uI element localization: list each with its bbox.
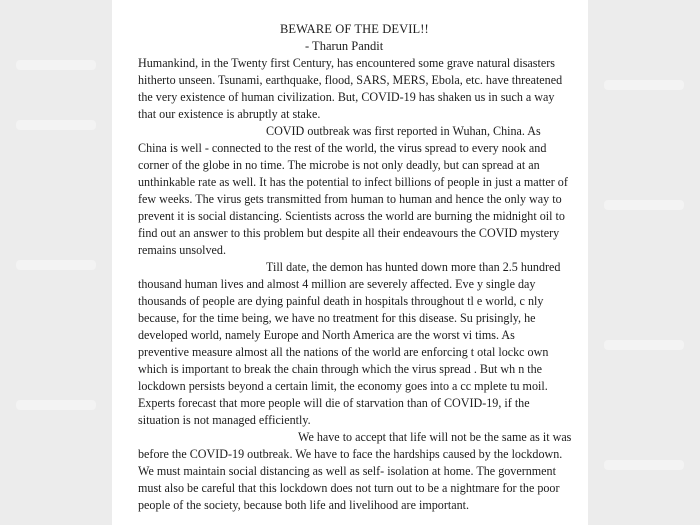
text-line: few weeks. The virus gets transmitted from human to human and hence the only way to xyxy=(138,192,562,206)
blur-line xyxy=(604,80,684,90)
document-page xyxy=(112,0,588,525)
document-title: BEWARE OF THE DEVIL!! xyxy=(280,22,429,36)
text-line: COVID outbreak was first reported in Wuhan, China. As xyxy=(266,124,541,138)
left-margin-blur xyxy=(0,0,112,525)
text-line: situation is not managed efficiently. xyxy=(138,413,311,427)
text-line: the very existence of human civilization. But, COVID-19 has shaken us in such a way xyxy=(138,90,555,104)
text-line: thousands of people are dying painful death in hospitals throughout tl e world, c nly xyxy=(138,294,544,308)
text-line: Till date, the demon has hunted down more than 2.5 hundred xyxy=(266,260,561,274)
right-margin-blur xyxy=(588,0,700,525)
blur-line xyxy=(16,260,96,270)
text-line: We must maintain social distancing as well as self- isolation at home. The government xyxy=(138,464,556,478)
text-line: China is well - connected to the rest of the world, the virus spread to every nook and xyxy=(138,141,547,155)
blur-line xyxy=(16,400,96,410)
text-line: find out an answer to this problem but despite all their endeavours the COVID mystery xyxy=(138,226,560,240)
text-line: must also be careful that this lockdown does not turn out to be a nightmare for the poor xyxy=(138,481,560,495)
text-line: hitherto unseen. Tsunami, earthquake, flood, SARS, MERS, Ebola, etc. have threatened xyxy=(138,73,563,87)
text-line: We have to accept that life will not be the same as it was xyxy=(298,430,572,444)
text-line: before the COVID-19 outbreak. We have to face the hardships caused by the lockdown. xyxy=(138,447,563,461)
text-line: because, for the time being, we have no treatment for this disease. Su prisingly, he xyxy=(138,311,536,325)
document-author: - Tharun Pandit xyxy=(305,39,384,53)
text-line: lockdown persists beyond a certain limit, the economy goes into a cc mplete tu moil. xyxy=(138,379,548,393)
text-line: preventive measure almost all the nations of the world are enforcing t otal lockc own xyxy=(138,345,549,359)
blur-line xyxy=(604,460,684,470)
text-line: people of the society, because both life and livelihood are important. xyxy=(138,498,470,512)
text-line: remains unsolved. xyxy=(138,243,226,257)
text-line: which is important to break the chain through which the virus spread . But wh n the xyxy=(138,362,543,376)
text-line: Experts forecast that more people will die of starvation than of COVID-19, if the xyxy=(138,396,530,410)
text-line: that our existence is abruptly at stake. xyxy=(138,107,321,121)
text-line: thousand human lives and almost 4 million are severely affected. Eve y single day xyxy=(138,277,536,291)
text-line: prevent it is social distancing. Scientists across the world are burning the midnight oil to xyxy=(138,209,565,223)
text-line: Humankind, in the Twenty first Century, has encountered some grave natural disasters xyxy=(138,56,555,70)
blur-line xyxy=(16,60,96,70)
blur-line xyxy=(604,200,684,210)
blur-line xyxy=(604,340,684,350)
text-line: developed world, namely Europe and North America are the worst vi tims. As xyxy=(138,328,515,342)
text-line: unthinkable rate as well. It has the potential to infect billions of people in just a matter of xyxy=(138,175,568,189)
text-line: corner of the globe in no time. The microbe is not only deadly, but can spread at an xyxy=(138,158,540,172)
blur-line xyxy=(16,120,96,130)
